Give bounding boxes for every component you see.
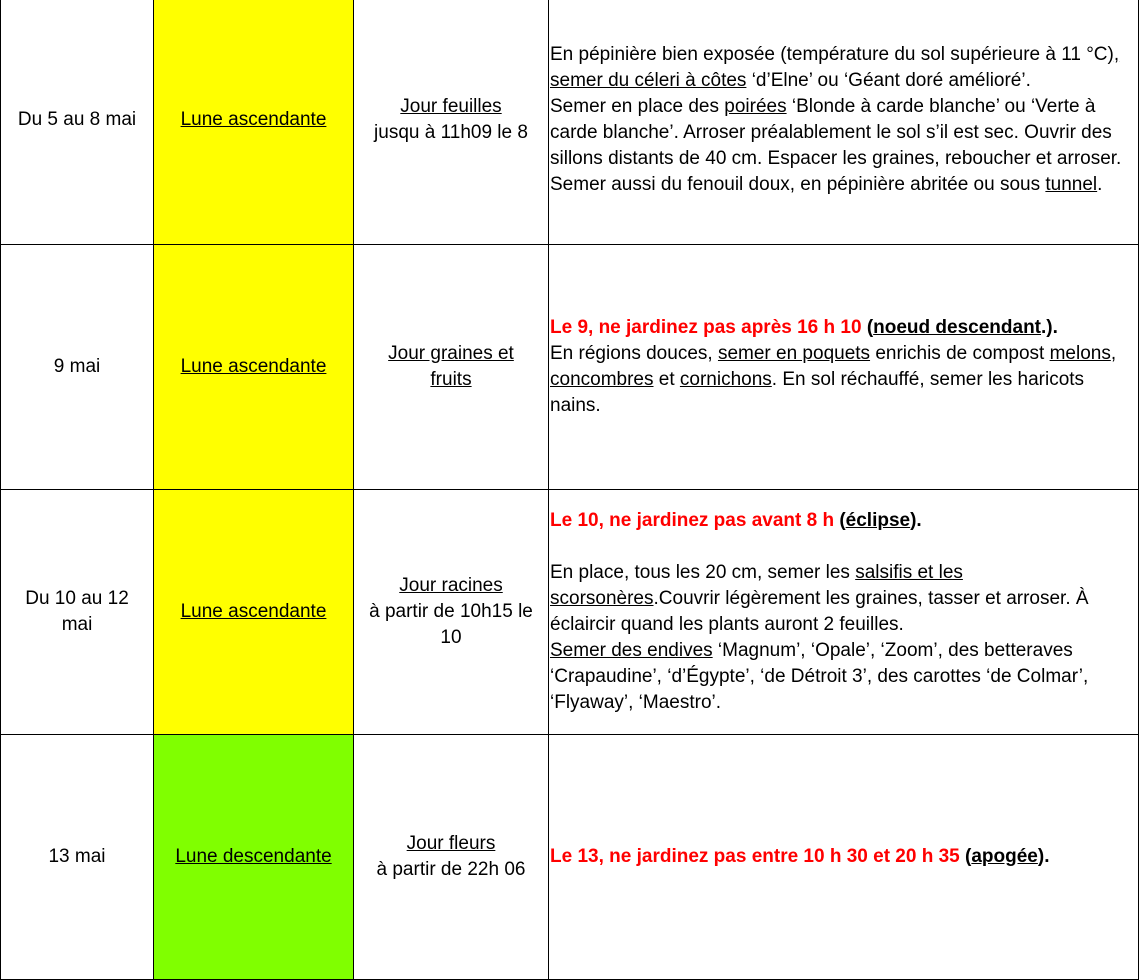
warning-line: [550, 844, 1136, 870]
spacer: [550, 534, 1136, 560]
advice-text: En place, tous les 20 cm, semer les: [550, 562, 856, 583]
advice-cell: [549, 735, 1139, 980]
advice-text: Semer aussi du fenouil doux, en pépinière abritée ou sous: [550, 173, 1046, 195]
day-time: à partir de 22h 06: [376, 859, 526, 880]
day-type-link[interactable]: Jour graines et fruits: [388, 343, 514, 390]
day-type-link[interactable]: Jour racines: [399, 575, 503, 596]
date-cell: [1, 490, 154, 735]
day-time: à partir de 10h15 le 10: [369, 601, 533, 648]
apogee-link[interactable]: apogée: [971, 846, 1038, 867]
moon-phase-cell: [154, 490, 354, 735]
moon-phase-cell: [154, 0, 354, 245]
day-type-cell: [354, 0, 549, 245]
moon-phase-link[interactable]: Lune descendante: [175, 846, 332, 867]
warning-punct: ).: [1037, 846, 1050, 867]
warning-punct: (: [959, 846, 972, 867]
warning-line: [550, 315, 1136, 341]
moon-phase-link[interactable]: Lune ascendante: [180, 356, 327, 377]
warning-text: Le 10, ne jardinez pas avant 8 h: [550, 510, 835, 531]
advice-paragraph: [550, 42, 1136, 94]
day-type-link[interactable]: Jour fleurs: [406, 833, 496, 854]
advice-paragraph: [550, 560, 1136, 638]
moon-phase-link[interactable]: Lune ascendante: [180, 601, 327, 622]
advice-text: En régions douces,: [550, 343, 718, 364]
advice-text: et: [653, 369, 680, 390]
table-row: [1, 490, 1139, 735]
advice-text: ‘Magnum’, ‘Opale’, ‘Zoom’, des betteraves ‘Crapaudine’, ‘d’Égypte’, ‘de Détroit 3’, des carottes ‘de Colmar’, ‘Flyaway’, ‘Maestro’.: [550, 640, 1089, 713]
warning-punct: ).: [910, 510, 922, 531]
advice-text: . En sol réchauffé, semer les haricots nains.: [550, 369, 1085, 416]
warning-text: Le 9, ne jardinez pas après 16 h 10: [550, 317, 862, 338]
date-cell: Du 5 au 8 mai: [1, 0, 154, 245]
table-row: [1, 0, 1139, 245]
cornichons-link[interactable]: cornichons: [679, 369, 772, 390]
advice-paragraph: [550, 94, 1136, 172]
warning-punct: (: [861, 317, 874, 338]
tunnel-link[interactable]: tunnel: [1045, 173, 1098, 195]
day-type-cell: [354, 735, 549, 980]
advice-cell: [549, 0, 1139, 245]
celeri-link[interactable]: , semer du céleri à côtes: [550, 43, 1120, 91]
advice-text: ‘d’Elne’ ou ‘Géant doré amélioré’.: [746, 69, 1031, 91]
advice-text: ‘Blonde à carde blanche’ ou ‘Verte à carde blanche’. Arroser préalablement le sol s’il est sec. Ouvrir des sillons distants de 40 cm. Espacer les graines, reboucher et arroser.: [550, 95, 1122, 169]
moon-phase-link[interactable]: Lune ascendante: [180, 108, 327, 130]
poquets-link[interactable]: semer en poquets: [717, 343, 871, 364]
advice-paragraph: [550, 638, 1136, 716]
date-cell: 9 mai: [1, 245, 154, 490]
table-row: [1, 245, 1139, 490]
advice-text: .: [1097, 173, 1103, 195]
advice-cell: [549, 490, 1139, 735]
date-text: Du 10 au 12 mai: [25, 588, 129, 635]
advice-cell: [549, 245, 1139, 490]
noeud-descendant-link[interactable]: noeud descendant: [873, 317, 1042, 338]
advice-text: Semer en place des: [550, 95, 725, 117]
poirees-link[interactable]: poirées: [724, 95, 787, 117]
moon-phase-cell: [154, 245, 354, 490]
warning-line: [550, 508, 1136, 534]
date-cell: 13 mai: [1, 735, 154, 980]
warning-text: Le 13, ne jardinez pas entre 10 h 30 et 20 h 35: [550, 846, 960, 867]
advice-text: .Couvrir légèrement les graines, tasser et arroser. À éclaircir quand les plants auront 2 feuilles.: [550, 588, 1089, 635]
day-type-link[interactable]: Jour feuilles: [400, 95, 502, 117]
day-time: jusqu à 11h09 le 8: [374, 121, 528, 143]
advice-paragraph: [550, 341, 1136, 419]
endives-link[interactable]: Semer des endives: [550, 640, 713, 661]
salsifis-link[interactable]: salsifis et les scorsonères: [550, 562, 963, 609]
table-row: [1, 735, 1139, 980]
advice-text: En pépinière bien exposée (température du sol supérieure à 11 °C): [550, 43, 1114, 65]
warning-punct: .).: [1041, 317, 1058, 338]
moon-phase-cell: [154, 735, 354, 980]
eclipse-link[interactable]: éclipse: [845, 510, 911, 531]
advice-text: ,: [1110, 343, 1117, 364]
concombres-link[interactable]: concombres: [550, 369, 654, 390]
warning-punct: (: [834, 510, 846, 531]
day-type-cell: [354, 245, 549, 490]
advice-paragraph: [550, 172, 1136, 198]
advice-text: enrichis de compost: [870, 343, 1050, 364]
melons-link[interactable]: melons: [1049, 343, 1111, 364]
day-type-cell: [354, 490, 549, 735]
